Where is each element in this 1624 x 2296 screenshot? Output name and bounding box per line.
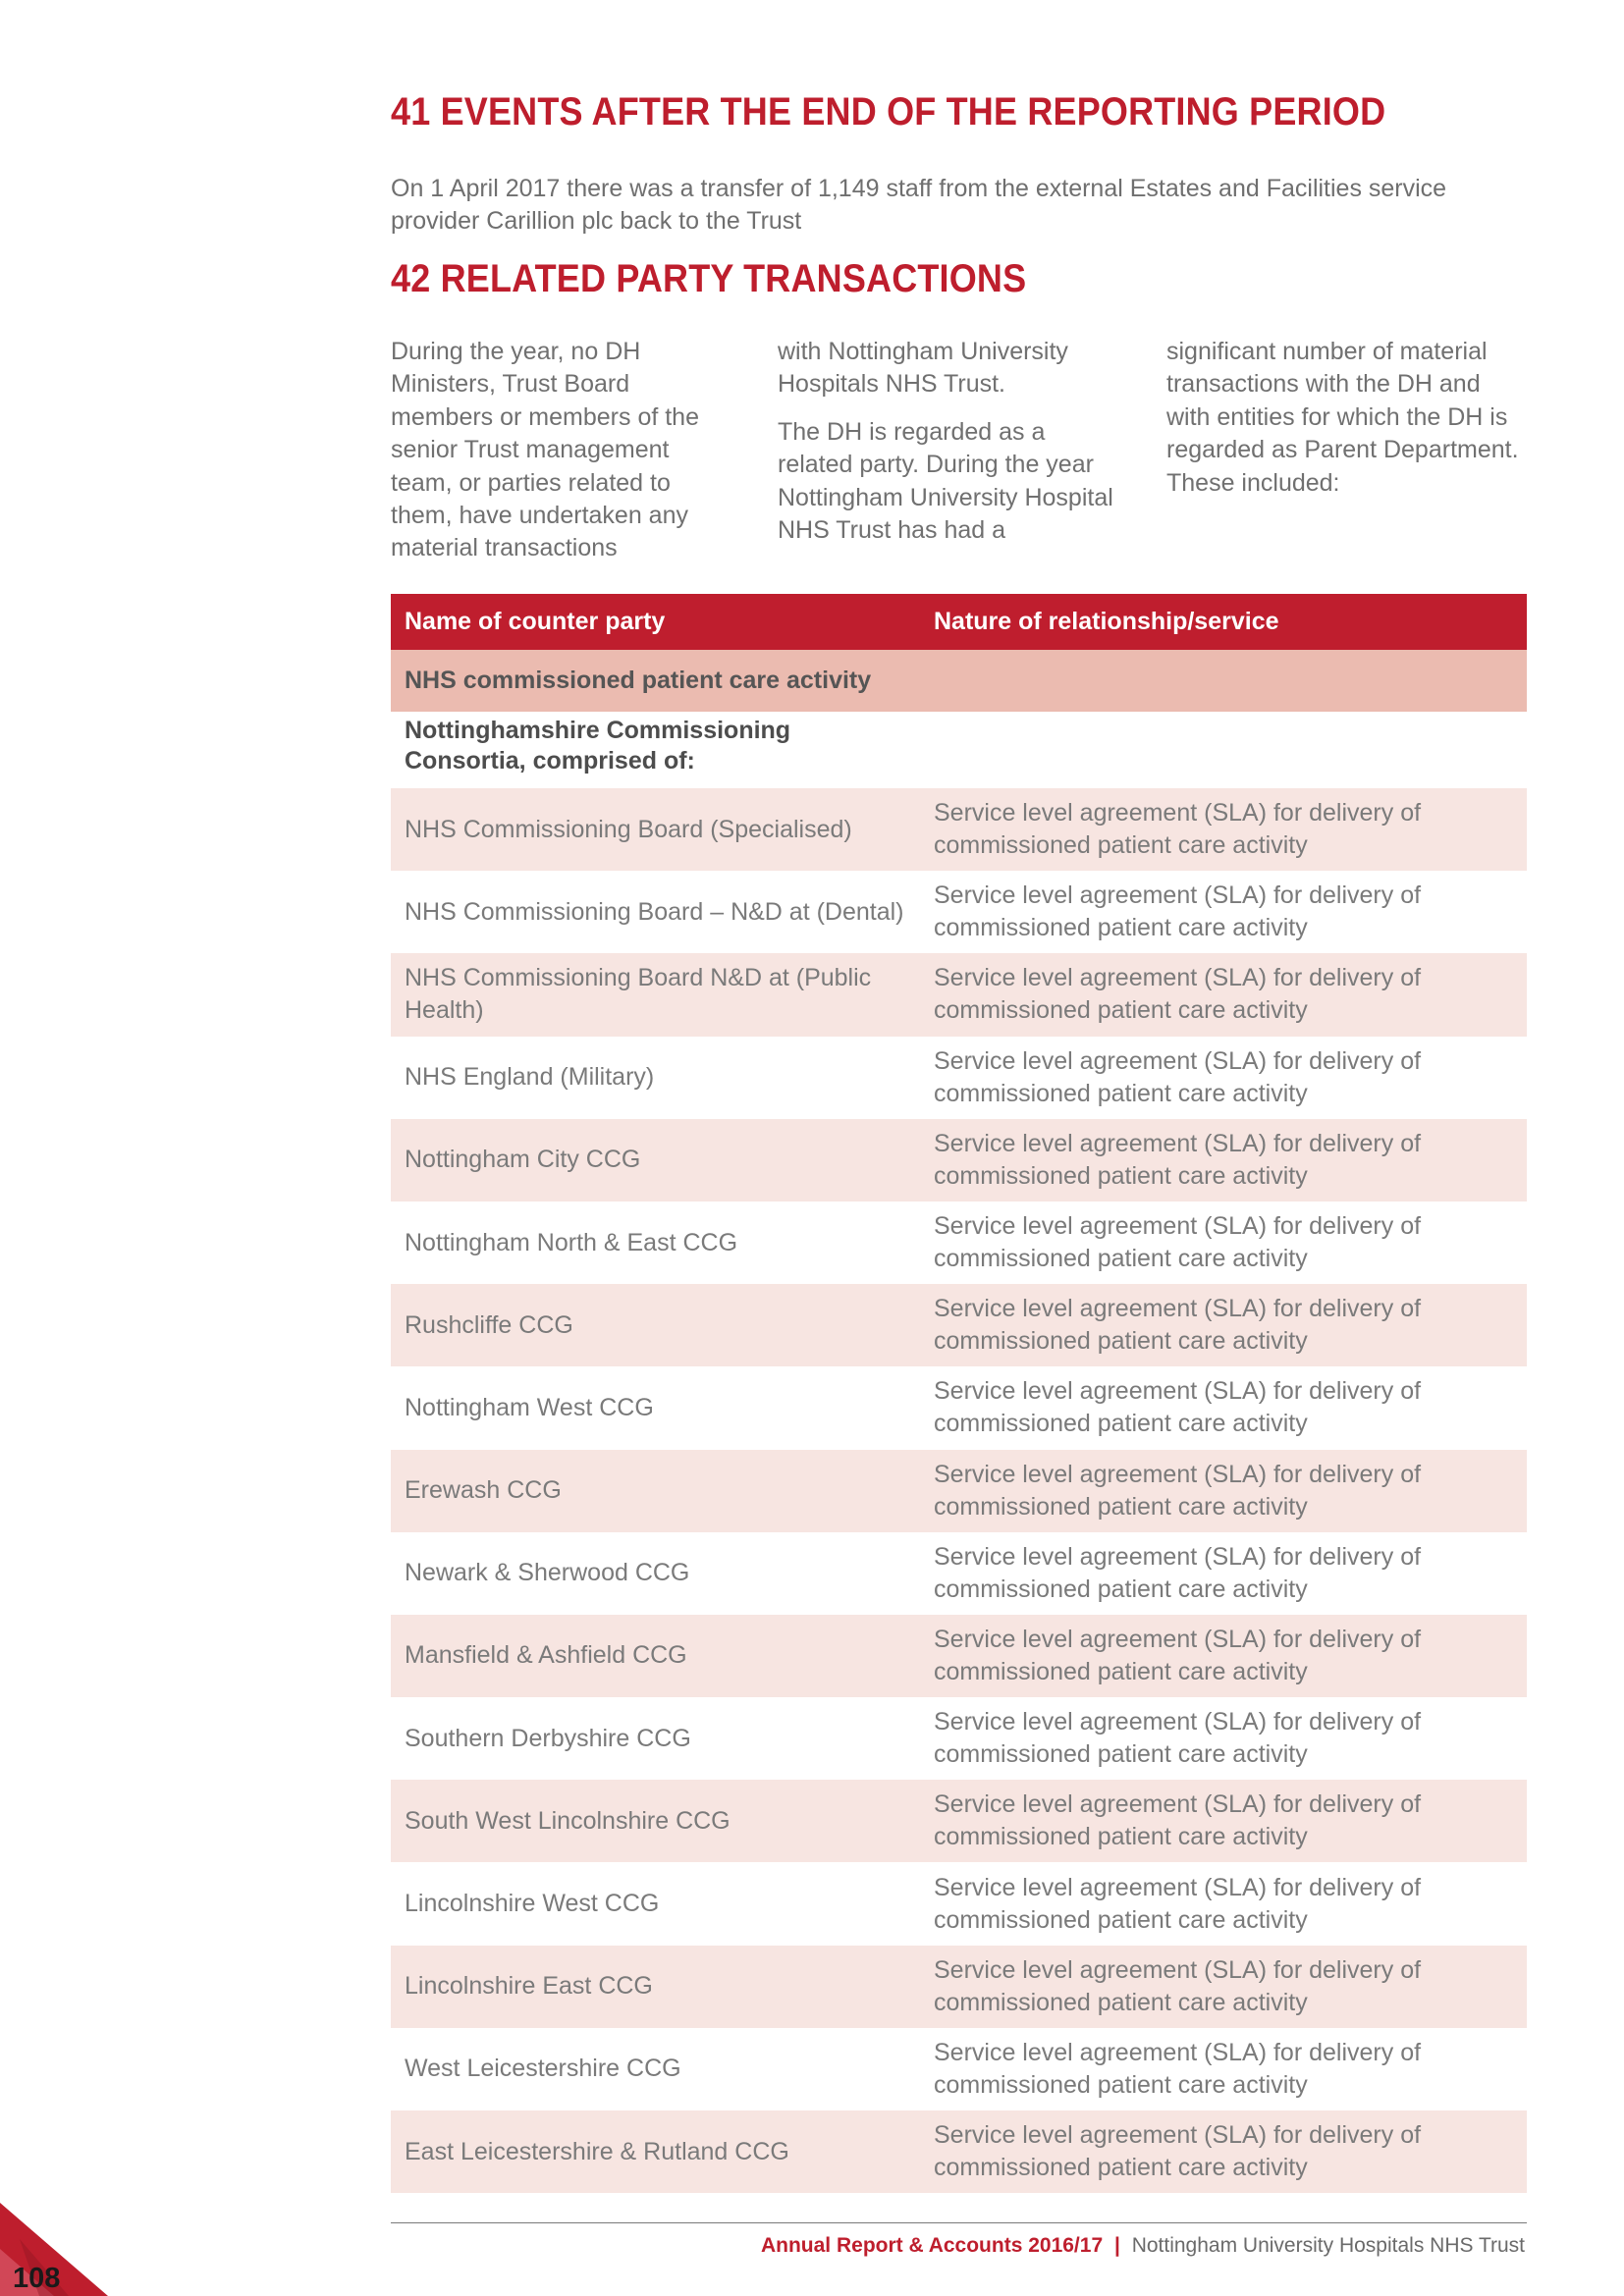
page-footer <box>761 2234 1525 2258</box>
table-row <box>391 1450 1527 1532</box>
related-party-text-2a: with Nottingham University Hospitals NHS Trust. <box>778 338 1068 399</box>
table-body <box>391 788 1527 2193</box>
relationship-nature: Service level agreement (SLA) for delivery of commissioned patient care activity <box>934 1212 1422 1273</box>
counter-party-name: NHS England (Military) <box>405 1063 655 1092</box>
footer-report-title: Annual Report & Accounts 2016/17 <box>760 2234 1104 2257</box>
related-party-text-2b: The DH is regarded as a related party. During the year Nottingham University Hospital NHS Trust has had a <box>778 417 1113 545</box>
counter-party-name: Erewash CCG <box>405 1476 562 1505</box>
table-row <box>391 1615 1527 1697</box>
table-row <box>391 1532 1527 1615</box>
counter-party-name: NHS Commissioning Board (Specialised) <box>405 815 852 843</box>
related-party-column-1 <box>391 336 734 565</box>
counter-party-name: Nottingham North & East CCG <box>405 1228 738 1256</box>
heading-events-after-period: 41 EVENTS AFTER THE END OF THE REPORTING PERIOD <box>391 90 1386 133</box>
table-row <box>391 1780 1527 1862</box>
counter-party-name: NHS Commissioning Board N&D at (Public Health) <box>405 964 872 1025</box>
footer-divider <box>391 2222 1527 2223</box>
relationship-nature: Service level agreement (SLA) for delivery of commissioned patient care activity <box>934 1295 1422 1356</box>
table-row <box>391 1119 1527 1201</box>
heading-related-party: 42 RELATED PARTY TRANSACTIONS <box>391 257 1027 300</box>
table-row <box>391 2110 1527 2193</box>
counter-party-name: East Leicestershire & Rutland CCG <box>405 2137 789 2165</box>
relationship-nature: Service level agreement (SLA) for delivery of commissioned patient care activity <box>934 1955 1422 2016</box>
table-row <box>391 871 1527 953</box>
table-header <box>391 594 1527 650</box>
counter-party-name: South West Lincolnshire CCG <box>405 1806 731 1835</box>
related-party-column-3 <box>1166 336 1520 500</box>
relationship-nature: Service level agreement (SLA) for delivery of commissioned patient care activity <box>934 1129 1422 1190</box>
counter-party-name: Lincolnshire East CCG <box>405 1972 653 2001</box>
table-row <box>391 1284 1527 1366</box>
counter-party-name: NHS Commissioning Board – N&D at (Dental) <box>405 897 904 926</box>
relationship-nature: Service level agreement (SLA) for delivery of commissioned patient care activity <box>934 799 1422 860</box>
counter-party-name: Southern Derbyshire CCG <box>405 1724 691 1752</box>
table-row <box>391 1366 1527 1449</box>
relationship-nature: Service level agreement (SLA) for delivery of commissioned patient care activity <box>934 1708 1422 1769</box>
counter-party-name: Newark & Sherwood CCG <box>405 1559 690 1587</box>
related-party-column-2 <box>778 336 1121 547</box>
related-party-table <box>391 594 1527 2193</box>
table-row <box>391 2028 1527 2110</box>
related-party-text-3: significant number of material transactions with the DH and with entities for which the DH is regarded as Parent Department. These included: <box>1166 338 1519 497</box>
table-row <box>391 1946 1527 2028</box>
table-row <box>391 953 1527 1036</box>
relationship-nature: Service level agreement (SLA) for delivery of commissioned patient care activity <box>934 2121 1422 2182</box>
table-subsection-label: Nottinghamshire Commissioning Consortia, comprised of: <box>405 717 791 774</box>
footer-organisation: Nottingham University Hospitals NHS Trust <box>1131 2234 1525 2257</box>
table-row <box>391 1037 1527 1119</box>
events-after-period-text: On 1 April 2017 there was a transfer of 1,149 staff from the external Estates and Facilities service provider Carillion plc back to the Trust <box>391 175 1447 235</box>
relationship-nature: Service level agreement (SLA) for delivery of commissioned patient care activity <box>934 964 1422 1025</box>
relationship-nature: Service level agreement (SLA) for delivery of commissioned patient care activity <box>934 1046 1422 1107</box>
relationship-nature: Service level agreement (SLA) for delivery of commissioned patient care activity <box>934 881 1422 942</box>
relationship-nature: Service level agreement (SLA) for delivery of commissioned patient care activity <box>934 1377 1422 1438</box>
header-relationship: Nature of relationship/service <box>934 608 1279 635</box>
relationship-nature: Service level agreement (SLA) for delivery of commissioned patient care activity <box>934 1542 1422 1603</box>
relationship-nature: Service level agreement (SLA) for delivery of commissioned patient care activity <box>934 1625 1422 1685</box>
counter-party-name: Rushcliffe CCG <box>405 1310 573 1339</box>
table-row <box>391 1201 1527 1284</box>
table-row <box>391 788 1527 871</box>
relationship-nature: Service level agreement (SLA) for delivery of commissioned patient care activity <box>934 1873 1422 1934</box>
table-row <box>391 1697 1527 1780</box>
related-party-text-1: During the year, no DH Ministers, Trust Board members or members of the senior Trust management team, or parties related to them, have undertaken any material transactions <box>391 338 699 562</box>
counter-party-name: West Leicestershire CCG <box>405 2055 681 2083</box>
table-row <box>391 1862 1527 1945</box>
counter-party-name: Lincolnshire West CCG <box>405 1890 660 1918</box>
counter-party-name: Nottingham City CCG <box>405 1146 641 1174</box>
counter-party-name: Nottingham West CCG <box>405 1393 654 1421</box>
footer-separator: | <box>1113 2234 1120 2257</box>
relationship-nature: Service level agreement (SLA) for delivery of commissioned patient care activity <box>934 1790 1422 1851</box>
relationship-nature: Service level agreement (SLA) for delivery of commissioned patient care activity <box>934 2038 1422 2099</box>
page-number: 108 <box>13 2263 61 2294</box>
counter-party-name: Mansfield & Ashfield CCG <box>405 1641 687 1670</box>
relationship-nature: Service level agreement (SLA) for delivery of commissioned patient care activity <box>934 1460 1422 1521</box>
table-section-label: NHS commissioned patient care activity <box>391 650 1527 712</box>
header-counter-party: Name of counter party <box>405 608 666 635</box>
